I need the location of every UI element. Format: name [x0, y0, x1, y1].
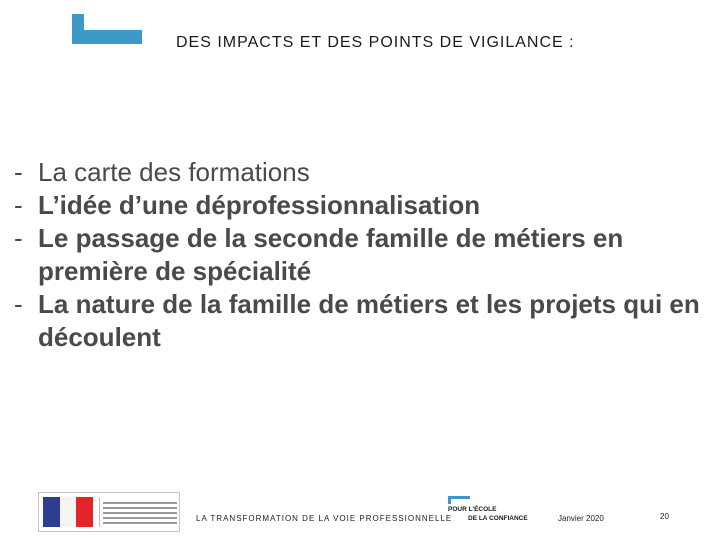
ministry-logo	[38, 492, 180, 532]
bullet-text: La nature de la famille de métiers et les projets qui en découlent	[38, 289, 700, 352]
bullet-item	[14, 156, 704, 189]
marianne-flag-icon	[43, 497, 93, 527]
bullet-dash: -	[14, 157, 23, 187]
slide-title: DES IMPACTS ET DES POINTS DE VIGILANCE :	[176, 34, 575, 51]
bullet-text: La carte des formations	[38, 157, 310, 187]
bullet-item	[14, 189, 704, 222]
ecole-logo-bar-vertical	[448, 496, 451, 504]
ministry-name-lines	[103, 499, 177, 527]
page-number: 20	[660, 512, 669, 521]
footer-date: Janvier 2020	[558, 514, 604, 523]
ecole-logo-bar	[448, 496, 470, 499]
bullet-item	[14, 288, 704, 354]
bullet-text: Le passage de la seconde famille de métiers en première de spécialité	[38, 223, 624, 286]
bullet-dash: -	[14, 223, 23, 253]
bullet-text: L’idée d’une déprofessionnalisation	[38, 190, 481, 220]
corner-accent-bar-horizontal	[72, 30, 142, 44]
bullet-list	[14, 156, 704, 354]
logo-divider	[99, 497, 100, 527]
bullet-dash: -	[14, 289, 23, 319]
slide-footer	[0, 488, 720, 540]
footer-title: LA TRANSFORMATION DE LA VOIE PROFESSIONNELLE	[196, 514, 453, 523]
bullet-dash: -	[14, 190, 23, 220]
ecole-confiance-logo	[448, 496, 538, 526]
bullet-item	[14, 222, 704, 288]
ecole-logo-line1: POUR L'ÉCOLE	[448, 506, 497, 513]
ecole-logo-line2: DE LA CONFIANCE	[468, 515, 528, 522]
